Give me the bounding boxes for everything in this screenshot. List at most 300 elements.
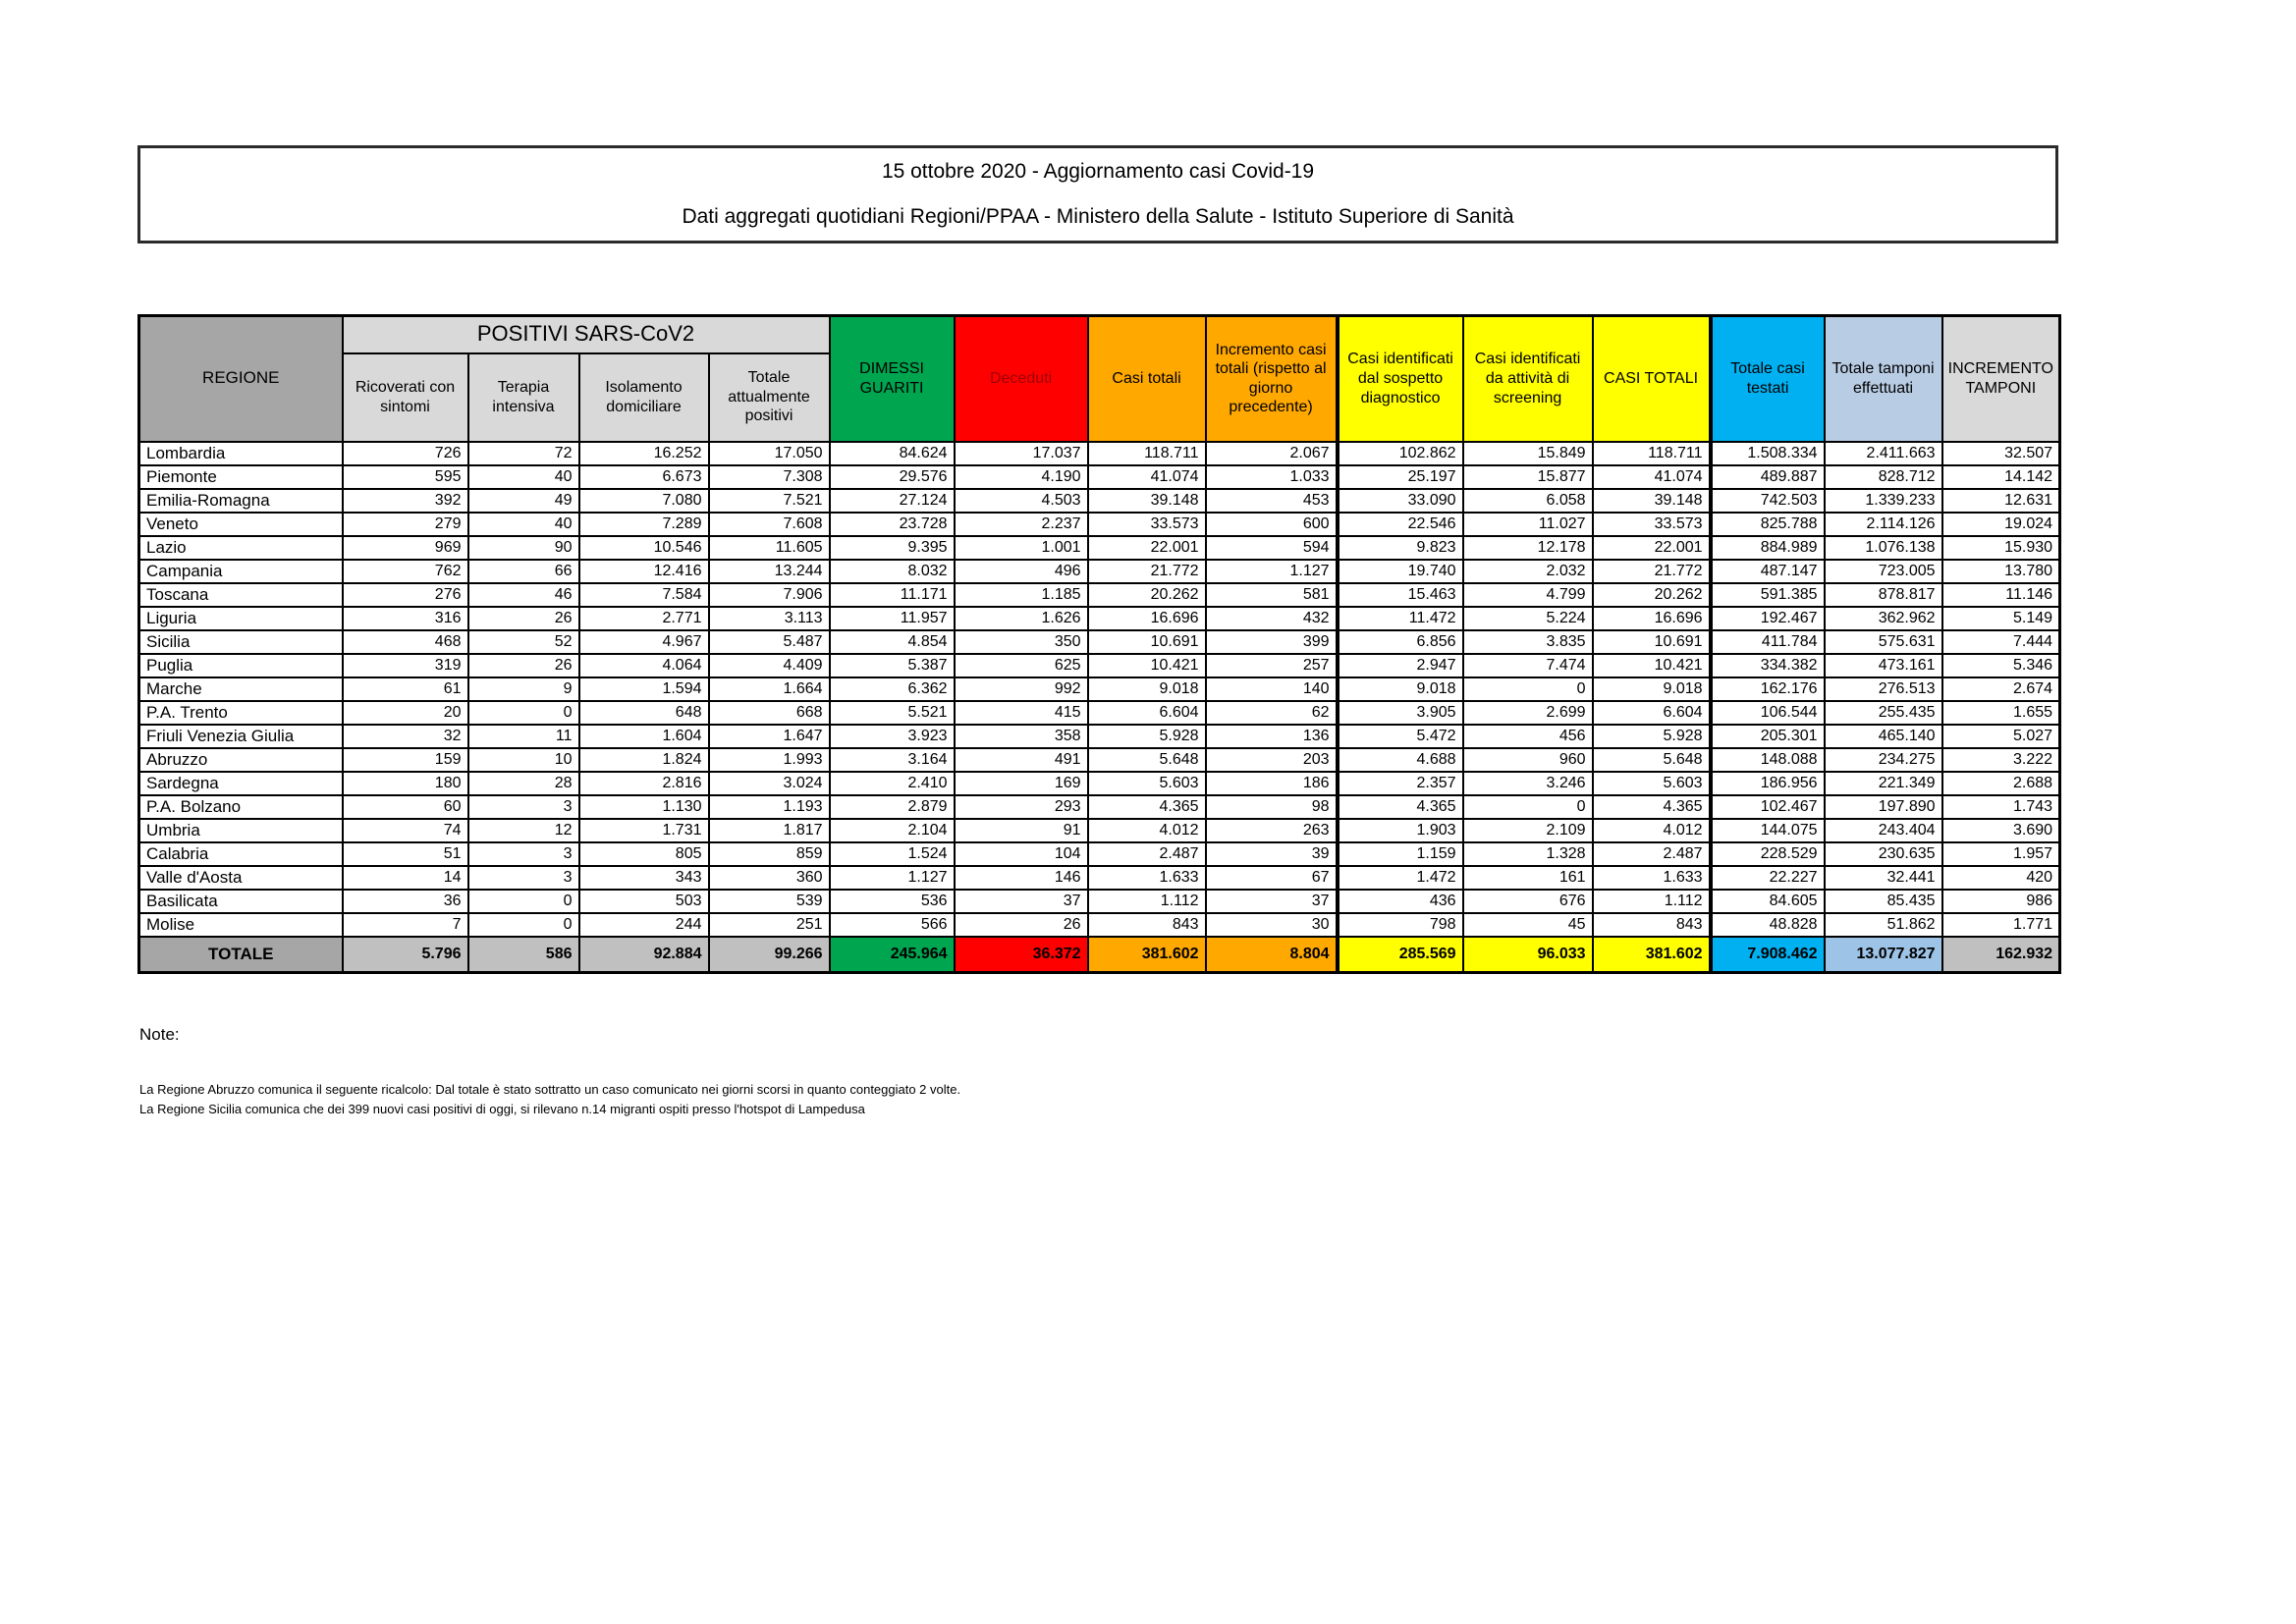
value-cell: 15.930 — [1942, 536, 2060, 560]
value-cell: 0 — [468, 890, 579, 913]
table-header — [139, 316, 2060, 442]
table-row — [139, 607, 2060, 630]
value-cell: 285.569 — [1338, 937, 1463, 973]
value-cell: 4.365 — [1338, 795, 1463, 819]
value-cell: 1.824 — [579, 748, 709, 772]
table-row — [139, 890, 2060, 913]
value-cell: 1.112 — [1593, 890, 1711, 913]
table-row — [139, 795, 2060, 819]
region-cell: Veneto — [139, 513, 343, 536]
value-cell: 2.109 — [1463, 819, 1593, 842]
value-cell: 22.001 — [1593, 536, 1711, 560]
region-cell: Molise — [139, 913, 343, 937]
value-cell: 7.444 — [1942, 630, 2060, 654]
value-cell: 7.608 — [709, 513, 830, 536]
value-cell: 10 — [468, 748, 579, 772]
value-cell: 144.075 — [1711, 819, 1825, 842]
value-cell: 4.409 — [709, 654, 830, 677]
value-cell: 11.957 — [830, 607, 955, 630]
value-cell: 1.076.138 — [1825, 536, 1942, 560]
value-cell: 36.372 — [955, 937, 1088, 973]
value-cell: 9.395 — [830, 536, 955, 560]
value-cell: 3.923 — [830, 725, 955, 748]
header-incremento-tamponi: INCREMENTO TAMPONI — [1942, 316, 2060, 442]
value-cell: 468 — [343, 630, 468, 654]
value-cell: 843 — [1593, 913, 1711, 937]
value-cell: 7 — [343, 913, 468, 937]
region-cell: Campania — [139, 560, 343, 583]
value-cell: 1.033 — [1206, 465, 1338, 489]
value-cell: 16.696 — [1593, 607, 1711, 630]
value-cell: 4.799 — [1463, 583, 1593, 607]
value-cell: 600 — [1206, 513, 1338, 536]
value-cell: 12 — [468, 819, 579, 842]
value-cell: 4.365 — [1593, 795, 1711, 819]
value-cell: 33.573 — [1593, 513, 1711, 536]
header-casi-totali: Casi totali — [1088, 316, 1206, 442]
value-cell: 162.932 — [1942, 937, 2060, 973]
value-cell: 825.788 — [1711, 513, 1825, 536]
value-cell: 362.962 — [1825, 607, 1942, 630]
value-cell: 2.947 — [1338, 654, 1463, 677]
value-cell: 3 — [468, 795, 579, 819]
value-cell: 192.467 — [1711, 607, 1825, 630]
value-cell: 16.696 — [1088, 607, 1206, 630]
covid-data-table — [137, 314, 2061, 974]
value-cell: 676 — [1463, 890, 1593, 913]
value-cell: 37 — [955, 890, 1088, 913]
value-cell: 4.365 — [1088, 795, 1206, 819]
value-cell: 489.887 — [1711, 465, 1825, 489]
value-cell: 496 — [955, 560, 1088, 583]
value-cell: 878.817 — [1825, 583, 1942, 607]
value-cell: 465.140 — [1825, 725, 1942, 748]
value-cell: 392 — [343, 489, 468, 513]
value-cell: 39.148 — [1593, 489, 1711, 513]
value-cell: 26 — [468, 654, 579, 677]
value-cell: 22.546 — [1338, 513, 1463, 536]
value-cell: 723.005 — [1825, 560, 1942, 583]
value-cell: 96.033 — [1463, 937, 1593, 973]
value-cell: 136 — [1206, 725, 1338, 748]
value-cell: 1.664 — [709, 677, 830, 701]
value-cell: 23.728 — [830, 513, 955, 536]
value-cell: 140 — [1206, 677, 1338, 701]
value-cell: 118.711 — [1593, 442, 1711, 465]
value-cell: 6.856 — [1338, 630, 1463, 654]
value-cell: 230.635 — [1825, 842, 1942, 866]
value-cell: 3.164 — [830, 748, 955, 772]
value-cell: 992 — [955, 677, 1088, 701]
value-cell: 3 — [468, 842, 579, 866]
value-cell: 10.546 — [579, 536, 709, 560]
header-deceduti: Deceduti — [955, 316, 1088, 442]
value-cell: 0 — [1463, 677, 1593, 701]
value-cell: 5.603 — [1593, 772, 1711, 795]
value-cell: 539 — [709, 890, 830, 913]
value-cell: 20.262 — [1593, 583, 1711, 607]
value-cell: 186 — [1206, 772, 1338, 795]
value-cell: 3.113 — [709, 607, 830, 630]
table-row — [139, 866, 2060, 890]
value-cell: 10.691 — [1593, 630, 1711, 654]
value-cell: 7.906 — [709, 583, 830, 607]
value-cell: 234.275 — [1825, 748, 1942, 772]
value-cell: 566 — [830, 913, 955, 937]
value-cell: 2.487 — [1088, 842, 1206, 866]
table-row — [139, 748, 2060, 772]
value-cell: 244 — [579, 913, 709, 937]
value-cell: 8.032 — [830, 560, 955, 583]
value-cell: 6.058 — [1463, 489, 1593, 513]
value-cell: 10.421 — [1088, 654, 1206, 677]
value-cell: 203 — [1206, 748, 1338, 772]
table-row — [139, 772, 2060, 795]
value-cell: 0 — [1463, 795, 1593, 819]
value-cell: 2.104 — [830, 819, 955, 842]
value-cell: 5.796 — [343, 937, 468, 973]
value-cell: 1.957 — [1942, 842, 2060, 866]
header-totale-positivi: Totale attualmente positivi — [709, 353, 830, 442]
value-cell: 2.879 — [830, 795, 955, 819]
value-cell: 102.862 — [1338, 442, 1463, 465]
value-cell: 32.507 — [1942, 442, 2060, 465]
value-cell: 456 — [1463, 725, 1593, 748]
value-cell: 1.647 — [709, 725, 830, 748]
value-cell: 1.472 — [1338, 866, 1463, 890]
value-cell: 293 — [955, 795, 1088, 819]
value-cell: 279 — [343, 513, 468, 536]
value-cell: 255.435 — [1825, 701, 1942, 725]
value-cell: 1.626 — [955, 607, 1088, 630]
value-cell: 762 — [343, 560, 468, 583]
value-cell: 17.037 — [955, 442, 1088, 465]
table-row — [139, 513, 2060, 536]
value-cell: 350 — [955, 630, 1088, 654]
value-cell: 10.691 — [1088, 630, 1206, 654]
value-cell: 4.064 — [579, 654, 709, 677]
value-cell: 1.339.233 — [1825, 489, 1942, 513]
value-cell: 5.149 — [1942, 607, 2060, 630]
header-incremento-casi: Incremento casi totali (rispetto al giorno precedente) — [1206, 316, 1338, 442]
value-cell: 33.090 — [1338, 489, 1463, 513]
region-cell: Piemonte — [139, 465, 343, 489]
value-cell: 14 — [343, 866, 468, 890]
value-cell: 13.780 — [1942, 560, 2060, 583]
value-cell: 595 — [343, 465, 468, 489]
value-cell: 106.544 — [1711, 701, 1825, 725]
value-cell: 32 — [343, 725, 468, 748]
header-dimessi-guariti: DIMESSI GUARITI — [830, 316, 955, 442]
page-subtitle: Dati aggregati quotidiani Regioni/PPAA - Ministero della Salute - Istituto Superiore di Sanità — [682, 205, 1514, 228]
value-cell: 1.771 — [1942, 913, 2060, 937]
value-cell: 1.993 — [709, 748, 830, 772]
value-cell: 586 — [468, 937, 579, 973]
value-cell: 46 — [468, 583, 579, 607]
value-cell: 26 — [468, 607, 579, 630]
value-cell: 843 — [1088, 913, 1206, 937]
value-cell: 591.385 — [1711, 583, 1825, 607]
header-totale-tamponi: Totale tamponi effettuati — [1825, 316, 1942, 442]
value-cell: 668 — [709, 701, 830, 725]
value-cell: 48.828 — [1711, 913, 1825, 937]
value-cell: 1.903 — [1338, 819, 1463, 842]
value-cell: 5.648 — [1088, 748, 1206, 772]
value-cell: 33.573 — [1088, 513, 1206, 536]
value-cell: 12.416 — [579, 560, 709, 583]
value-cell: 319 — [343, 654, 468, 677]
value-cell: 2.699 — [1463, 701, 1593, 725]
value-cell: 381.602 — [1593, 937, 1711, 973]
region-cell: P.A. Bolzano — [139, 795, 343, 819]
value-cell: 648 — [579, 701, 709, 725]
value-cell: 13.244 — [709, 560, 830, 583]
value-cell: 3.246 — [1463, 772, 1593, 795]
value-cell: 2.816 — [579, 772, 709, 795]
value-cell: 2.487 — [1593, 842, 1711, 866]
value-cell: 22.227 — [1711, 866, 1825, 890]
header-positivi-group: POSITIVI SARS-CoV2 — [343, 316, 830, 353]
value-cell: 316 — [343, 607, 468, 630]
value-cell: 21.772 — [1088, 560, 1206, 583]
value-cell: 148.088 — [1711, 748, 1825, 772]
value-cell: 51.862 — [1825, 913, 1942, 937]
region-cell: Marche — [139, 677, 343, 701]
value-cell: 40 — [468, 465, 579, 489]
table-row — [139, 654, 2060, 677]
value-cell: 19.024 — [1942, 513, 2060, 536]
value-cell: 1.524 — [830, 842, 955, 866]
value-cell: 2.411.663 — [1825, 442, 1942, 465]
value-cell: 67 — [1206, 866, 1338, 890]
value-cell: 2.688 — [1942, 772, 2060, 795]
value-cell: 594 — [1206, 536, 1338, 560]
value-cell: 3.222 — [1942, 748, 2060, 772]
table-row — [139, 583, 2060, 607]
value-cell: 581 — [1206, 583, 1338, 607]
value-cell: 5.648 — [1593, 748, 1711, 772]
value-cell: 276.513 — [1825, 677, 1942, 701]
value-cell: 85.435 — [1825, 890, 1942, 913]
value-cell: 1.112 — [1088, 890, 1206, 913]
value-cell: 4.854 — [830, 630, 955, 654]
value-cell: 197.890 — [1825, 795, 1942, 819]
region-cell: Abruzzo — [139, 748, 343, 772]
value-cell: 15.463 — [1338, 583, 1463, 607]
table-row — [139, 465, 2060, 489]
value-cell: 25.197 — [1338, 465, 1463, 489]
value-cell: 1.655 — [1942, 701, 2060, 725]
value-cell: 503 — [579, 890, 709, 913]
value-cell: 798 — [1338, 913, 1463, 937]
value-cell: 2.237 — [955, 513, 1088, 536]
value-cell: 575.631 — [1825, 630, 1942, 654]
value-cell: 805 — [579, 842, 709, 866]
value-cell: 2.357 — [1338, 772, 1463, 795]
value-cell: 1.604 — [579, 725, 709, 748]
value-cell: 334.382 — [1711, 654, 1825, 677]
total-row — [139, 937, 2060, 973]
table-row — [139, 442, 2060, 465]
value-cell: 4.190 — [955, 465, 1088, 489]
value-cell: 41.074 — [1088, 465, 1206, 489]
value-cell: 30 — [1206, 913, 1338, 937]
value-cell: 415 — [955, 701, 1088, 725]
value-cell: 1.130 — [579, 795, 709, 819]
value-cell: 3.690 — [1942, 819, 2060, 842]
header-ricoverati: Ricoverati con sintomi — [343, 353, 468, 442]
value-cell: 92.884 — [579, 937, 709, 973]
value-cell: 4.967 — [579, 630, 709, 654]
value-cell: 39.148 — [1088, 489, 1206, 513]
value-cell: 1.633 — [1593, 866, 1711, 890]
value-cell: 1.185 — [955, 583, 1088, 607]
value-cell: 20 — [343, 701, 468, 725]
value-cell: 969 — [343, 536, 468, 560]
value-cell: 1.127 — [1206, 560, 1338, 583]
value-cell: 66 — [468, 560, 579, 583]
value-cell: 45 — [1463, 913, 1593, 937]
value-cell: 358 — [955, 725, 1088, 748]
value-cell: 102.467 — [1711, 795, 1825, 819]
value-cell: 1.328 — [1463, 842, 1593, 866]
value-cell: 2.032 — [1463, 560, 1593, 583]
value-cell: 263 — [1206, 819, 1338, 842]
header-casi-totali-caps: CASI TOTALI — [1593, 316, 1711, 442]
region-cell: Lazio — [139, 536, 343, 560]
value-cell: 5.603 — [1088, 772, 1206, 795]
value-cell: 90 — [468, 536, 579, 560]
value-cell: 19.740 — [1338, 560, 1463, 583]
value-cell: 6.604 — [1088, 701, 1206, 725]
value-cell: 32.441 — [1825, 866, 1942, 890]
value-cell: 381.602 — [1088, 937, 1206, 973]
value-cell: 1.817 — [709, 819, 830, 842]
value-cell: 11.171 — [830, 583, 955, 607]
value-cell: 5.928 — [1593, 725, 1711, 748]
value-cell: 536 — [830, 890, 955, 913]
region-cell: Liguria — [139, 607, 343, 630]
value-cell: 9.018 — [1088, 677, 1206, 701]
region-cell: P.A. Trento — [139, 701, 343, 725]
value-cell: 12.631 — [1942, 489, 2060, 513]
value-cell: 10.421 — [1593, 654, 1711, 677]
value-cell: 4.012 — [1088, 819, 1206, 842]
value-cell: 26 — [955, 913, 1088, 937]
value-cell: 4.503 — [955, 489, 1088, 513]
value-cell: 828.712 — [1825, 465, 1942, 489]
value-cell: 9.018 — [1338, 677, 1463, 701]
value-cell: 72 — [468, 442, 579, 465]
value-cell: 99.266 — [709, 937, 830, 973]
value-cell: 161 — [1463, 866, 1593, 890]
table-row — [139, 725, 2060, 748]
value-cell: 5.487 — [709, 630, 830, 654]
value-cell: 228.529 — [1711, 842, 1825, 866]
value-cell: 3.024 — [709, 772, 830, 795]
value-cell: 11 — [468, 725, 579, 748]
value-cell: 41.074 — [1593, 465, 1711, 489]
value-cell: 6.362 — [830, 677, 955, 701]
region-cell: Umbria — [139, 819, 343, 842]
value-cell: 1.193 — [709, 795, 830, 819]
value-cell: 8.804 — [1206, 937, 1338, 973]
value-cell: 27.124 — [830, 489, 955, 513]
value-cell: 180 — [343, 772, 468, 795]
region-cell: Puglia — [139, 654, 343, 677]
value-cell: 5.346 — [1942, 654, 2060, 677]
value-cell: 49 — [468, 489, 579, 513]
value-cell: 7.908.462 — [1711, 937, 1825, 973]
value-cell: 360 — [709, 866, 830, 890]
value-cell: 186.956 — [1711, 772, 1825, 795]
value-cell: 2.771 — [579, 607, 709, 630]
header-casi-screening: Casi identificati da attività di screening — [1463, 316, 1593, 442]
value-cell: 1.508.334 — [1711, 442, 1825, 465]
value-cell: 9 — [468, 677, 579, 701]
value-cell: 11.472 — [1338, 607, 1463, 630]
value-cell: 1.594 — [579, 677, 709, 701]
value-cell: 16.252 — [579, 442, 709, 465]
value-cell: 859 — [709, 842, 830, 866]
region-cell: Emilia-Romagna — [139, 489, 343, 513]
value-cell: 276 — [343, 583, 468, 607]
value-cell: 4.688 — [1338, 748, 1463, 772]
value-cell: 473.161 — [1825, 654, 1942, 677]
value-cell: 3.835 — [1463, 630, 1593, 654]
region-cell: Toscana — [139, 583, 343, 607]
region-cell: Sicilia — [139, 630, 343, 654]
region-cell: Basilicata — [139, 890, 343, 913]
value-cell: 420 — [1942, 866, 2060, 890]
value-cell: 98 — [1206, 795, 1338, 819]
value-cell: 21.772 — [1593, 560, 1711, 583]
value-cell: 3.905 — [1338, 701, 1463, 725]
table-row — [139, 701, 2060, 725]
value-cell: 15.877 — [1463, 465, 1593, 489]
value-cell: 1.001 — [955, 536, 1088, 560]
value-cell: 491 — [955, 748, 1088, 772]
value-cell: 986 — [1942, 890, 2060, 913]
value-cell: 17.050 — [709, 442, 830, 465]
value-cell: 884.989 — [1711, 536, 1825, 560]
value-cell: 29.576 — [830, 465, 955, 489]
page-title: 15 ottobre 2020 - Aggiornamento casi Covid-19 — [881, 160, 1315, 183]
value-cell: 2.410 — [830, 772, 955, 795]
value-cell: 1.159 — [1338, 842, 1463, 866]
value-cell: 960 — [1463, 748, 1593, 772]
value-cell: 9.823 — [1338, 536, 1463, 560]
value-cell: 5.224 — [1463, 607, 1593, 630]
value-cell: 2.114.126 — [1825, 513, 1942, 536]
value-cell: 5.387 — [830, 654, 955, 677]
value-cell: 11.605 — [709, 536, 830, 560]
value-cell: 1.127 — [830, 866, 955, 890]
value-cell: 2.067 — [1206, 442, 1338, 465]
region-cell: Valle d'Aosta — [139, 866, 343, 890]
value-cell: 726 — [343, 442, 468, 465]
value-cell: 487.147 — [1711, 560, 1825, 583]
value-cell: 51 — [343, 842, 468, 866]
value-cell: 39 — [1206, 842, 1338, 866]
value-cell: 11.146 — [1942, 583, 2060, 607]
value-cell: 742.503 — [1711, 489, 1825, 513]
value-cell: 36 — [343, 890, 468, 913]
value-cell: 6.673 — [579, 465, 709, 489]
value-cell: 7.080 — [579, 489, 709, 513]
header-totale-testati: Totale casi testati — [1711, 316, 1825, 442]
title-box — [137, 145, 2058, 244]
